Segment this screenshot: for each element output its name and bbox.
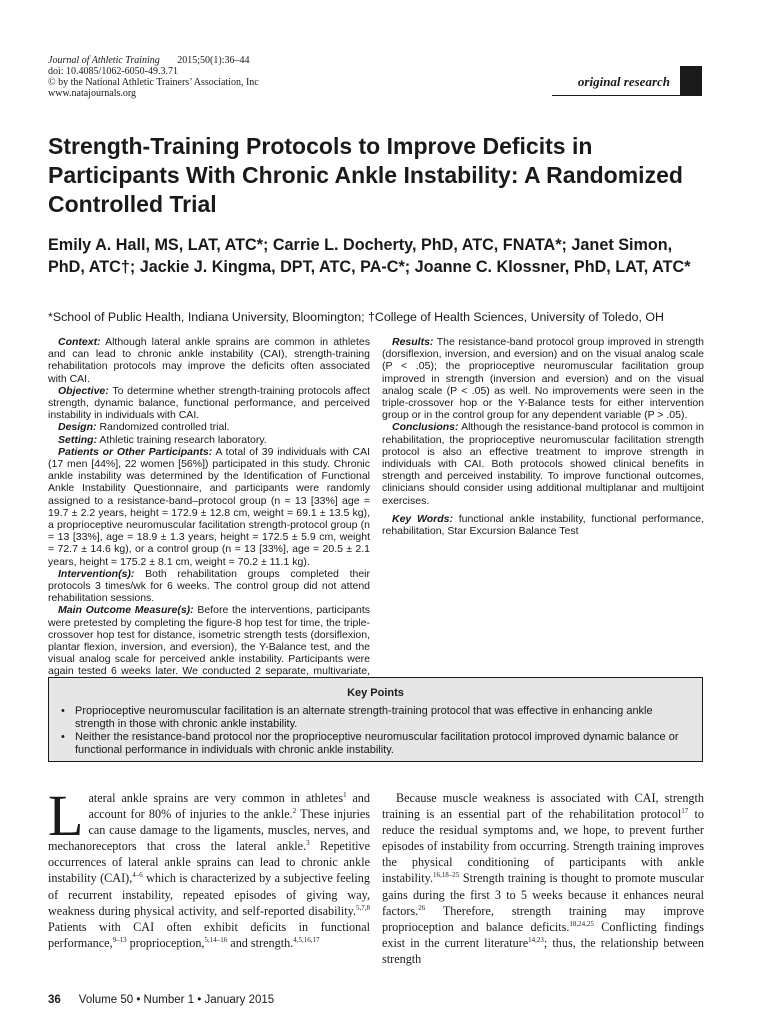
abstract-interventions	[48, 568, 370, 605]
abstract-keywords	[382, 513, 704, 537]
abstract-right-column	[382, 336, 704, 537]
abstract-text: functional ankle instability, functional performance, rehabilitation, Star Excursion Balance Test	[382, 512, 704, 538]
key-point-item	[49, 731, 702, 757]
section-tag	[552, 66, 702, 96]
abstract-context	[48, 336, 370, 385]
body-right-column	[382, 790, 704, 967]
abstract-text: Randomized controlled trial.	[99, 421, 230, 434]
journal-meta	[48, 55, 348, 99]
abstract-text: Athletic training research laboratory.	[99, 433, 267, 446]
abstract-left-column	[48, 336, 370, 702]
abstract-text: A total of 39 individuals with CAI (17 men [44%], 22 women [56%]) participated in this study. Chronic ankle instability was determined by the Identification of Functional Ankle Instability Questionnaire, and participants were randomly assigned to a resistance-band–protocol group (n = 13 [33%] age = 19.7 ± 2.2 years, height = 172.9 ± 12.8 cm, weight = 69.1 ± 13.5 kg), a proprioceptive neuromuscular facilitation strength-protocol group (n = 13 [33%], age = 18.9 ± 1.3 years, height = 172.5 ± 5.9 cm, weight = 72.7 ± 14.6 kg), or a control group (n = 13 [33%], age = 20.5 ± 2.1 years, height = 175.2 ± 8.1 cm, weight = 70.2 ± 11.1 kg).	[48, 445, 371, 568]
drop-cap: L	[48, 783, 84, 848]
abstract-label: Conclusions:	[392, 421, 459, 434]
abstract-text: The resistance-band protocol group improved in strength (dorsiflexion, inversion, and eversion) and on the visual analog scale (P < .05); the proprioceptive neuromuscular facilitation group improved in strength (inversion and eversion) and on the visual analog scale (P < .05) as well. No improvements were seen in the triple-crossover hop or the Y-Balance tests for either intervention group or in the control group for any dependent variable (P > .05).	[382, 336, 705, 422]
section-bar	[680, 66, 702, 96]
abstract-text: Although lateral ankle sprains are common in athletes and can lead to chronic ankle instability (CAI), strength-training rehabilitation protocols may improve the deficits often associated with CAI.	[48, 336, 370, 385]
key-point-item	[49, 705, 702, 731]
website: www.natajournals.org	[48, 88, 137, 99]
article-title: Strength-Training Protocols to Improve Deficits in Participants With Chronic Ankle Instability: A Randomized Controlled Trial	[48, 133, 683, 217]
key-point-text: Proprioceptive neuromuscular facilitation is an alternate strength-training protocol that was effective in enhancing ankle strength in those with chronic ankle instability.	[75, 705, 653, 730]
body-left-column	[48, 783, 371, 951]
page-footer	[48, 994, 274, 1006]
journal-citation-line	[48, 55, 348, 66]
key-points-list	[49, 705, 702, 757]
abstract-label: Results:	[392, 336, 434, 348]
abstract-label: Main Outcome Measure(s):	[58, 604, 194, 617]
doi: doi: 10.4085/1062-6050-49.3.71	[48, 66, 178, 77]
abstract-conclusions	[382, 421, 704, 506]
abstract-text: Both rehabilitation groups completed their protocols 3 times/wk for 6 weeks. The control group did not attend rehabilitation sessions.	[48, 567, 370, 605]
key-points-title: Key Points	[347, 687, 404, 699]
journal-name: Journal of Athletic Training	[48, 55, 160, 66]
section-rule	[552, 95, 702, 96]
abstract-setting	[48, 434, 370, 446]
copyright: © by the National Athletic Trainers’ Association, Inc	[48, 77, 259, 88]
abstract-participants	[48, 446, 370, 568]
affiliations: *School of Public Health, Indiana University, Bloomington; †College of Health Sciences, University of Toledo, OH	[48, 310, 664, 324]
abstract-text: To determine whether strength-training protocols affect strength, dynamic balance, functional performance, and perceived instability in individuals with CAI.	[48, 384, 370, 422]
key-point-text: Neither the resistance-band protocol nor the proprioceptive neuromuscular facilitation protocol improved dynamic balance or functional performance in individuals with chronic ankle instability.	[75, 731, 679, 756]
abstract-label: Design:	[58, 421, 97, 434]
abstract-label: Objective:	[58, 384, 109, 397]
bullet-icon: •	[61, 705, 65, 717]
abstract-text: Before the interventions, participants were pretested by completing the figure-8 hop test for time, the triple-crossover hop test for distance, isometric strength tests (dorsiflexion, plantar flexion, inversion, and eversion), the Y-Balance test, and the visual analog scale for perceived ankle instability. Participants were again tested 6 weeks later. We conducted 2 separate, multivariate,	[48, 604, 371, 678]
body-paragraph: Because muscle weakness is associated with CAI, strength training is an essential part of the rehabilitation protocol$^{17}$ to reduce the residual symptoms and, we hope, to prevent further episodes of instability from occurring. Strength training improves the physical conditioning of participants with ankle instability.$^{16,18-25}$ Strength training is thought to promote muscular gains during the first 3 to 5 weeks because it enhances neural factors.$^{26}$ Therefore, strength training may improve proprioception and balance deficits.$^{18,24,25}$ Conflicting findings exist in the current literature$^{14,23}$; thus, the relationship between strength	[382, 791, 704, 966]
abstract-label: Setting:	[58, 433, 98, 446]
abstract-label: Key Words:	[392, 512, 453, 525]
body-paragraph: Lateral ankle sprains are very common in athletes$^1$ and account for 80% of injuries to the ankle.$^2$ These injuries can cause damage to the ligaments, muscles, nerves, and mechanoreceptors that cross the lateral ankle.$^3$ Repetitive occurrences of lateral ankle sprains can lead to chronic ankle instability (CAI),$^{4-6}$ which is characterized by a subjective feeling of recurrent instability, repeated episodes of giving way, weakness during physical activity, and self-reported disability.$^{5,7,8}$ Patients with CAI often exhibit deficits in functional performance,$^{9-13}$ proprioception,$^{5,14-16}$ and strength.$^{4,5,16,17}$	[48, 783, 371, 950]
abstract-text: Although the resistance-band protocol is common in rehabilitation, the proprioceptive neuromuscular facilitation strength protocol is also an effective treatment to improve strength in individuals with CAI. Both protocols showed clinical benefits in strength and perceived instability. To improve functional outcomes, clinicians should consider using additional multiplanar and multijoint exercises.	[382, 421, 704, 507]
abstract-objective	[48, 385, 370, 422]
bullet-icon: •	[61, 731, 65, 743]
abstract-results	[382, 336, 704, 421]
abstract-design	[48, 421, 370, 433]
abstract-label: Patients or Other Participants:	[58, 445, 213, 458]
issue-info: Volume 50 • Number 1 • January 2015	[78, 994, 275, 1006]
abstract-label: Context:	[58, 336, 101, 348]
journal-citation: 2015;50(1):36–44	[177, 55, 250, 66]
key-points-box	[48, 677, 703, 762]
section-label: original research	[577, 74, 670, 89]
author-list: Emily A. Hall, MS, LAT, ATC*; Carrie L. Docherty, PhD, ATC, FNATA*; Janet Simon, PhD, ATC†; Jackie J. Kingma, DPT, ATC, PA-C*; Joanne C. Klossner, PhD, LAT, ATC*	[48, 236, 691, 276]
abstract-label: Intervention(s):	[58, 567, 135, 580]
page-number: 36	[48, 994, 61, 1006]
